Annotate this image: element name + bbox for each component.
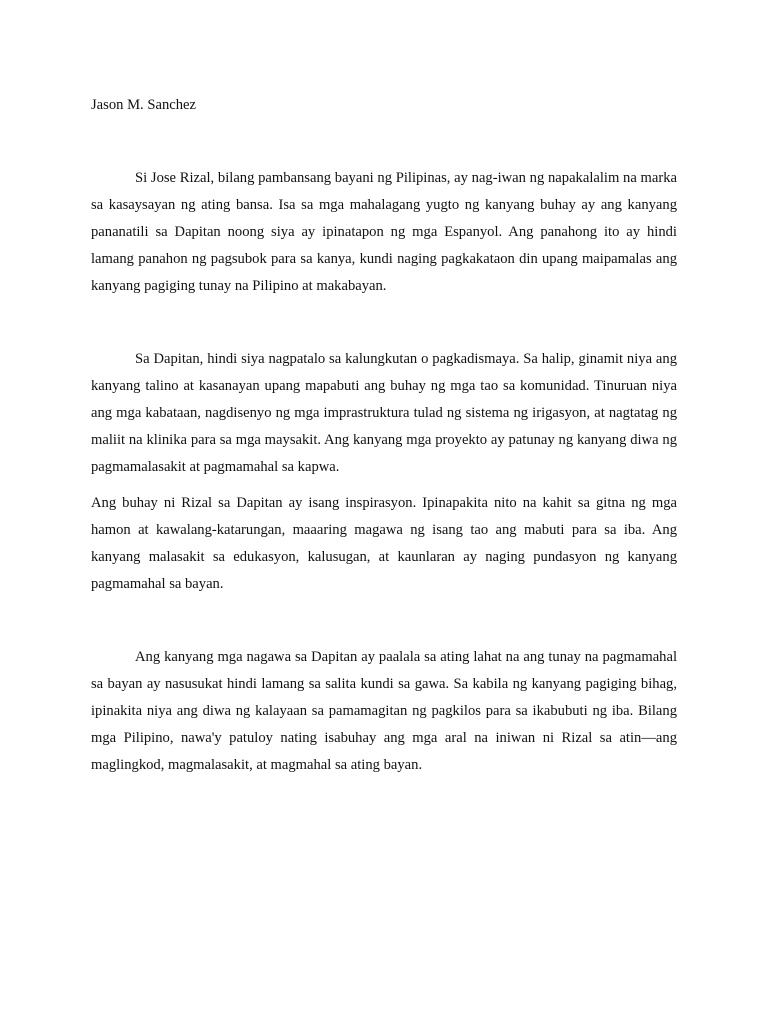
paragraph-4: Ang kanyang mga nagawa sa Dapitan ay paalala sa ating lahat na ang tunay na pagmamahal sa bayan ay nasusukat hindi lamang sa salita kundi sa gawa. Sa kabila ng kanyang pagiging bihag, ipinakita niya ang diwa ng kalayaan sa pamamagitan ng pagkilos para sa ikabubuti ng iba. Bilang mga Pilipino, nawa'y patuloy nating isabuhay ang mga aral na iniwan ni Rizal sa atin—ang maglingkod, magmalasakit, at magmahal sa ating bayan. — [91, 649, 677, 773]
author-name: Jason M. Sanchez — [91, 97, 196, 113]
document-body — [91, 92, 677, 779]
paragraph-3: Ang buhay ni Rizal sa Dapitan ay isang inspirasyon. Ipinapakita nito na kahit sa gitna ng mga hamon at kawalang-katarungan, maaaring magawa ng isang tao ang mabuti para sa iba. Ang kanyang malasakit sa edukasyon, kalusugan, at kaunlaran ay naging pundasyon ng kanyang pagmamahal sa bayan. — [91, 495, 677, 592]
paragraph-2: Sa Dapitan, hindi siya nagpatalo sa kalungkutan o pagkadismaya. Sa halip, ginamit niya ang kanyang talino at kasanayan upang mapabuti ang buhay ng mga tao sa komunidad. Tinuruan niya ang mga kabataan, nagdisenyo ng mga imprastruktura tulad ng sistema ng irigasyon, at nagtatag ng maliit na klinika para sa mga maysakit. Ang kanyang mga proyekto ay patunay ng kanyang diwa ng pagmamalasakit at pagmamahal sa kapwa. — [91, 351, 677, 475]
paragraph-1: Si Jose Rizal, bilang pambansang bayani ng Pilipinas, ay nag-iwan ng napakalalim na marka sa kasaysayan ng ating bansa. Isa sa mga mahalagang yugto ng kanyang buhay ay ang kanyang pananatili sa Dapitan noong siya ay ipinatapon ng mga Espanyol. Ang panahong ito ay hindi lamang panahon ng pagsubok para sa kanya, kundi naging pagkakataon din upang maipamalas ang kanyang pagiging tunay na Pilipino at makabayan. — [91, 170, 677, 294]
